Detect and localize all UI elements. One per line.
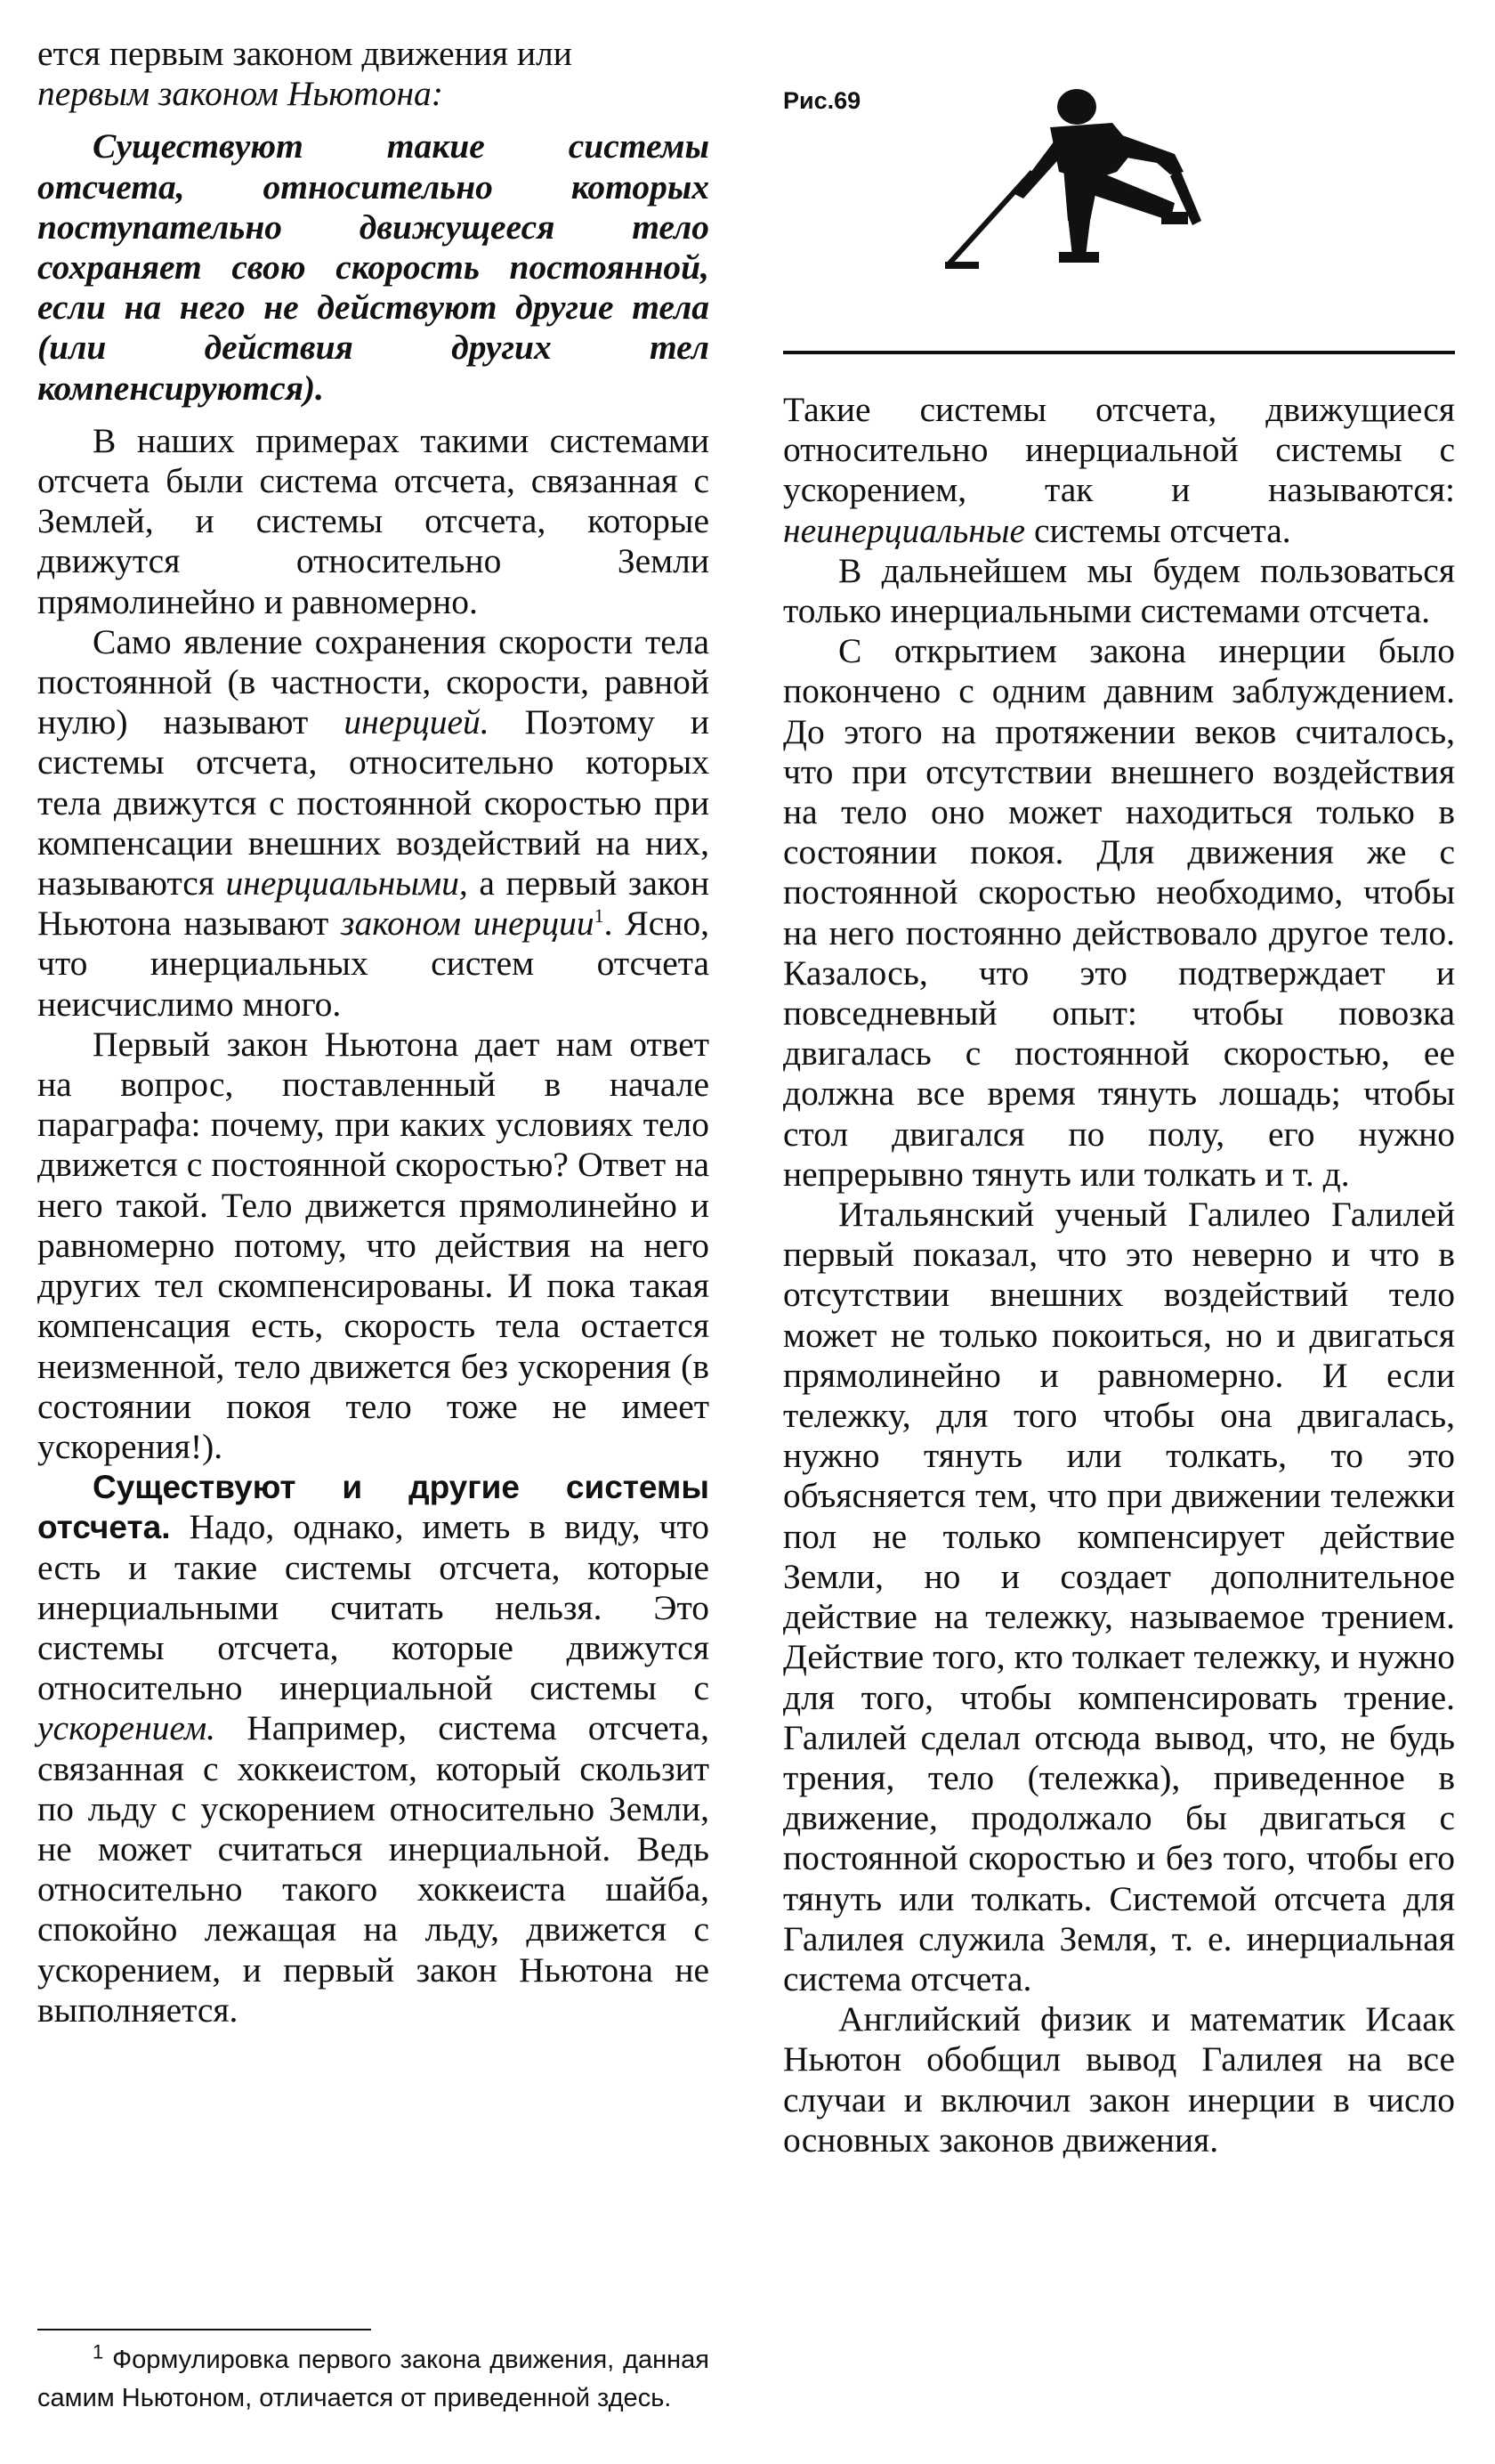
right-column — [783, 34, 1455, 2160]
text: а первый закон Ньютона называют — [37, 863, 709, 944]
text: Надо, однако, иметь в виду, что есть и такие системы отсчета, которые инерциальными считать нельзя. Это системы отсчета, которые движутся относительно инерциальной системы с — [37, 1507, 710, 1708]
text: системы отсчета. — [1033, 510, 1291, 550]
paragraph-misconception: С открытием закона инерции было покончено с одним давним заблуждением. До этого на протяжении веков считалось, что при отсутствии внешнего воздействия на тело оно может находиться только в состоянии покоя. Для движения же с постоянной скоростью необходимо, чтобы на него постоянно действовало другое тело. Казалось, что это подтверждает и повседневный опыт: чтобы повозка двигалась с постоянной скоростью, ее должна все время тянуть лошадь; чтобы стол двигался по полу, его нужно непрерывно тянуть или толкать и т. д. — [783, 631, 1455, 1194]
paragraph-answer: Первый закон Ньютона дает нам ответ на вопрос, поставленный в начале параграфа: почему, при каких условиях тело движется с постоянной скоростью? Ответ на него такой. Тело движется прямолинейно и равномерно потому, что действия на него других тел скомпенсированы. И пока такая компенсация есть, скорость тела остается неизменной, тело движется без ускорения (в состоянии покоя тело тоже не имеет ускорения!). — [37, 1024, 709, 1466]
italic-term: ускорением. — [37, 1708, 216, 1748]
paragraph-other-systems — [37, 1467, 709, 2030]
figure-caption: Рис.69 — [783, 87, 861, 114]
paragraph-noninertial — [783, 390, 1455, 551]
italic-term: первым законом Ньютона: — [37, 74, 443, 114]
figure-bottom-rule — [783, 351, 1455, 354]
paragraph-inertia — [37, 622, 709, 1025]
left-column — [37, 34, 709, 2030]
text: Такие системы отсчета, движущиеся относительно инерциальной системы с ускорением, так и называются: — [783, 390, 1455, 510]
italic-term: инерциальными, — [225, 863, 468, 904]
text: Например, система отсчета, связанная с хоккеистом, который скользит по льду с ускорением относительно Земли, не может считаться инерциальной. Ведь относительно такого хоккеиста шайба, спокойно лежащая на льду, движется с ускорением, и первый закон Ньютона не выполняется. — [37, 1708, 709, 2030]
text: Само явление сохранения скорости тела постоянной (в частности, скорости, равной нулю) называют — [37, 621, 709, 742]
first-law-statement: Существуют такие системы отсчета, относительно которых поступательно движущееся тело сохраняет свою скорость постоянной, если на него не действуют другие тела (или действия других тел компенсируются). — [37, 126, 709, 408]
italic-term: инерцией. — [343, 702, 489, 742]
hockey-player-illustration — [943, 87, 1210, 274]
text: ется первым законом движения или — [37, 34, 572, 73]
footnote-text: Формулировка первого закона движения, данная самим Ньютоном, отличается от приведенной здесь. — [37, 2346, 709, 2412]
footnote — [37, 2341, 709, 2418]
paragraph-galileo: Итальянский ученый Галилео Галилей первый показал, что это неверно и что в отсутствии внешних воздействий тело может не только покоиться, но и двигаться прямолинейно и равномерно. И если тележку, для того чтобы она двигалась, нужно тянуть или толкать, то это объясняется тем, что при движении тележки пол не только компенсирует действие Земли, но и создает дополнительное действие на тележку, называемое трением. Действие того, кто толкает тележку, и нужно для того, чтобы компенсировать трение. Галилей сделал отсюда вывод, что, не будь трения, тело (тележка), приведенное в движение, продолжало бы двигаться с постоянной скоростью и без того, чтобы его тянуть или толкать. Системой отсчета для Галилея служила Земля, т. е. инерциальная система отсчета. — [783, 1195, 1455, 1998]
paragraph-newton: Английский физик и математик Исаак Ньютон обобщил вывод Галилея на все случаи и включил закон инерции в число основных законов движения. — [783, 1999, 1455, 2160]
figure-69 — [783, 87, 1455, 354]
text: . Ясно, что инерциальных систем отсчета неисчислимо много. — [37, 904, 709, 1024]
paragraph-examples: В наших примерах такими системами отсчета были система отсчета, связанная с Землей, и системы отсчета, которые движутся относительно Земли прямолинейно и равномерно. — [37, 420, 709, 621]
footnote-marker: 1 — [594, 904, 604, 928]
footnote-number: 1 — [93, 2340, 104, 2363]
italic-term: законом инерции — [341, 904, 594, 944]
text: Поэтому и системы отсчета, относительно которых тела движутся с постоянной скоростью при компенсации внешних воздействий на них, называются — [37, 702, 709, 904]
italic-term: неинерциальные — [783, 510, 1026, 550]
footnote-divider — [37, 2329, 371, 2330]
paragraph-further: В дальнейшем мы будем пользоваться только инерциальными системами отсчета. — [783, 550, 1455, 631]
bold-heading: Существуют и другие системы отсчета. — [37, 1469, 709, 1546]
paragraph-continuation — [37, 34, 709, 114]
